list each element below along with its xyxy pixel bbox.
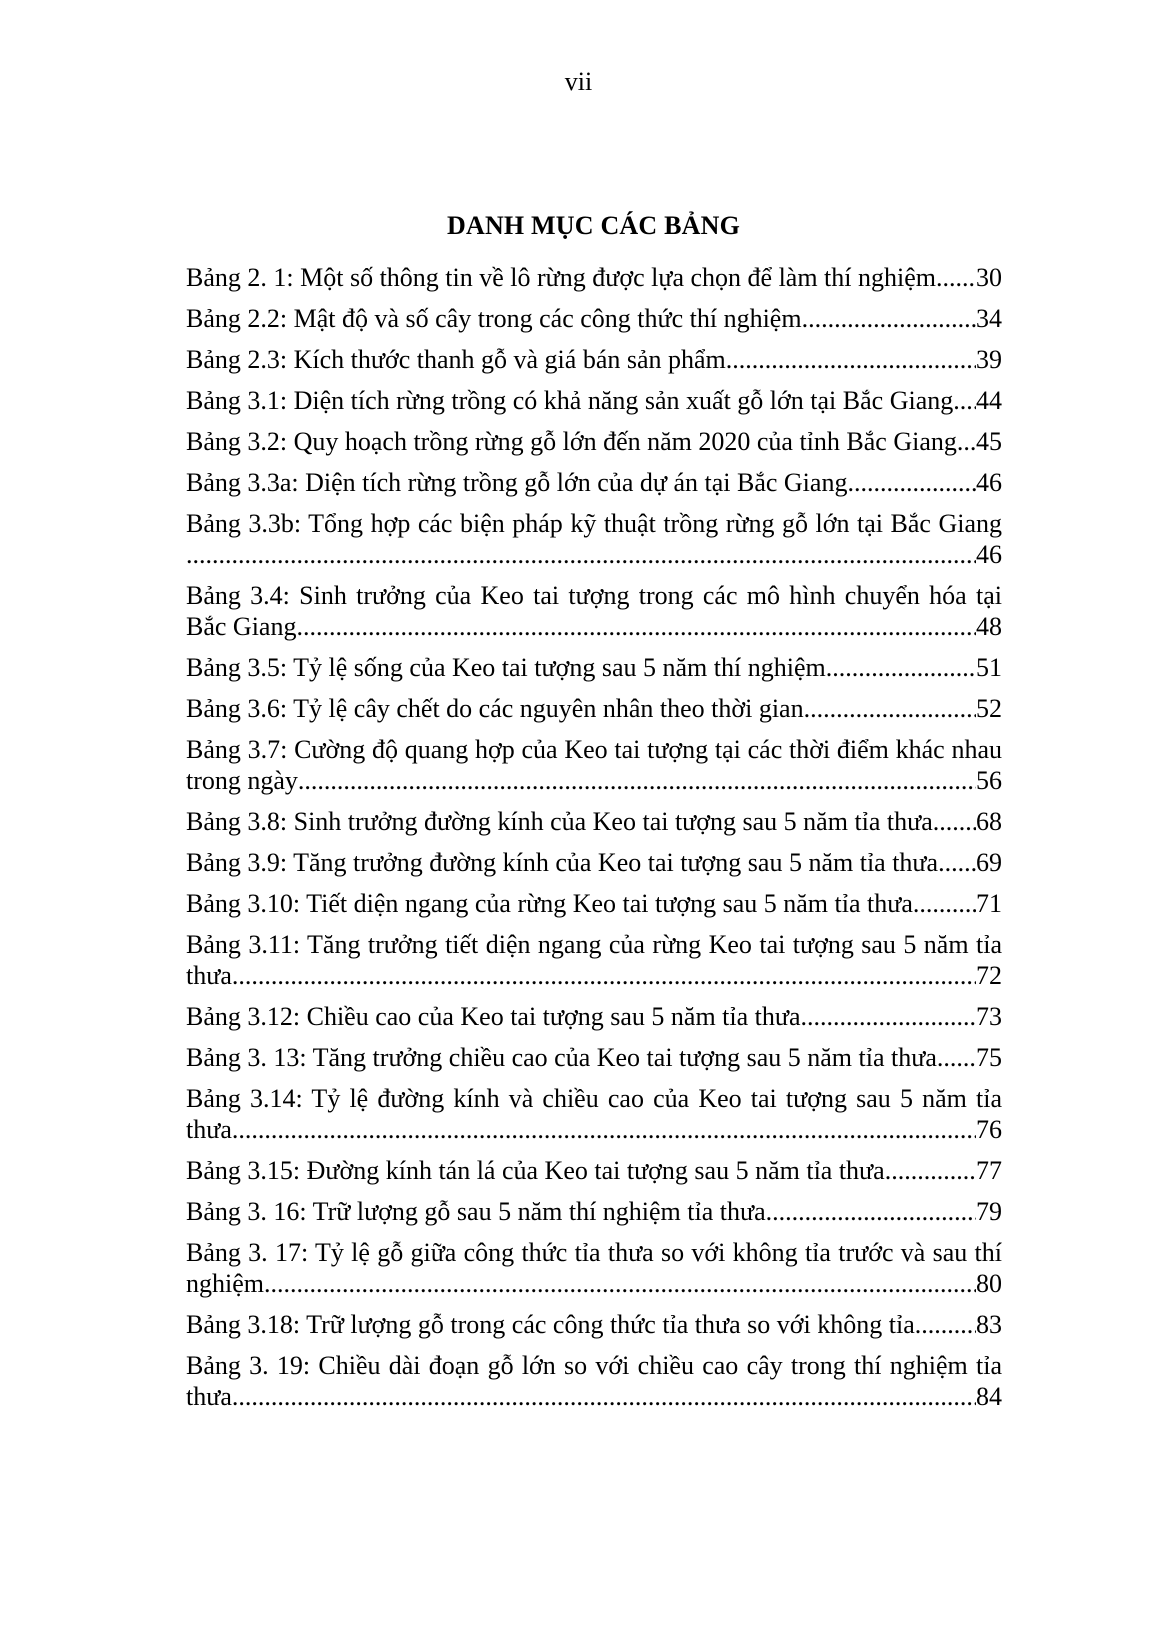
toc-entry-title: Bảng 3.1: Diện tích rừng trồng có khả năng sản xuất gỗ lớn tại Bắc Giang [186,386,954,415]
toc-entry[interactable] [186,806,1002,837]
toc-entry-title-continued: thưa [186,961,232,990]
toc-entry[interactable] [186,929,1002,991]
toc-entry-title-continued: thưa [186,1115,232,1144]
toc-entry-title: Bảng 3.10: Tiết diện ngang của rừng Keo tai tượng sau 5 năm tỉa thưa [186,889,913,918]
dot-leader [726,344,976,375]
toc-entry-title: Bảng 2. 1: Một số thông tin về lô rừng được lựa chọn để làm thí nghiệm [186,263,936,292]
dot-leader [186,539,976,570]
toc-entry[interactable] [186,652,1002,683]
toc-entry-page: 48 [976,612,1002,641]
toc-entry-page: 76 [976,1115,1002,1144]
dot-leader [915,1309,976,1340]
toc-entry-title: Bảng 3.4: Sinh trưởng của Keo tai tượng trong các mô hình chuyển hóa tại [186,581,1002,610]
toc-entry-title: Bảng 2.3: Kích thước thanh gỗ và giá bán sản phẩm [186,345,726,374]
toc-entry[interactable] [186,1155,1002,1186]
dot-leader [232,960,976,991]
toc-entry-page: 75 [976,1043,1002,1072]
toc-entry-title: Bảng 3.8: Sinh trưởng đường kính của Keo tai tượng sau 5 năm tỉa thưa [186,807,933,836]
toc-entry-page: 30 [976,263,1002,292]
toc-entry[interactable] [186,693,1002,724]
toc-entry[interactable] [186,734,1002,796]
toc-entry-title-continued: trong ngày [186,766,298,795]
toc-entry[interactable] [186,1309,1002,1340]
dot-leader [885,1155,976,1186]
toc-entry-page: 34 [976,304,1002,333]
toc-entry-title: Bảng 3.12: Chiều cao của Keo tai tượng sau 5 năm tỉa thưa [186,1002,801,1031]
toc-entry-title: Bảng 3. 19: Chiều dài đoạn gỗ lớn so với chiều cao cây trong thí nghiệm tỉa [186,1351,1002,1380]
toc-entry-title: Bảng 3.18: Trữ lượng gỗ trong các công thức tỉa thưa so với không tỉa [186,1310,915,1339]
dot-leader [913,888,976,919]
toc-entry-page: 73 [976,1002,1002,1031]
toc-entry[interactable] [186,1001,1002,1032]
toc-entry-title: Bảng 3. 13: Tăng trưởng chiều cao của Keo tai tượng sau 5 năm tỉa thưa [186,1043,937,1072]
toc-entry-page: 52 [976,694,1002,723]
toc-entry-title: Bảng 2.2: Mật độ và số cây trong các công thức thí nghiệm [186,304,802,333]
toc-entry-title: Bảng 3.2: Quy hoạch trồng rừng gỗ lớn đến năm 2020 của tỉnh Bắc Giang [186,427,957,456]
toc-entry-page: 46 [976,540,1002,569]
toc-entry[interactable] [186,262,1002,293]
dot-leader [296,611,976,642]
dot-leader [933,806,976,837]
dot-leader [232,1381,976,1412]
toc-entry-page: 69 [976,848,1002,877]
toc-entry-page: 46 [976,468,1002,497]
toc-entry-title: Bảng 3.3a: Diện tích rừng trồng gỗ lớn của dự án tại Bắc Giang [186,468,848,497]
toc-entry[interactable] [186,847,1002,878]
dot-leader [232,1114,976,1145]
page-title: DANH MỤC CÁC BẢNG [447,211,740,240]
toc-entry[interactable] [186,888,1002,919]
toc-entry[interactable] [186,385,1002,416]
dot-leader [937,1042,976,1073]
toc-entry-title: Bảng 3. 17: Tỷ lệ gỗ giữa công thức tỉa thưa so với không tỉa trước và sau thí [186,1238,1002,1267]
toc-entry-page: 45 [976,427,1002,456]
toc-entry-title: Bảng 3.9: Tăng trưởng đường kính của Keo tai tượng sau 5 năm tỉa thưa [186,848,939,877]
table-of-contents [186,262,1002,1422]
toc-entry[interactable] [186,1083,1002,1145]
toc-entry[interactable] [186,580,1002,642]
toc-entry[interactable] [186,508,1002,570]
toc-entry[interactable] [186,426,1002,457]
toc-entry-page: 72 [976,961,1002,990]
toc-entry-page: 51 [976,653,1002,682]
toc-entry-title: Bảng 3.15: Đường kính tán lá của Keo tai tượng sau 5 năm tỉa thưa [186,1156,885,1185]
dot-leader [953,385,976,416]
toc-entry[interactable] [186,1350,1002,1412]
dot-leader [847,467,976,498]
toc-entry[interactable] [186,1042,1002,1073]
toc-entry[interactable] [186,1196,1002,1227]
dot-leader [826,652,976,683]
dot-leader [957,426,976,457]
toc-entry-page: 83 [976,1310,1002,1339]
toc-entry-page: 80 [976,1269,1002,1298]
dot-leader [802,303,976,334]
toc-entry-page: 39 [976,345,1002,374]
toc-entry[interactable] [186,344,1002,375]
toc-entry[interactable] [186,467,1002,498]
dot-leader [936,262,976,293]
toc-entry-page: 84 [976,1382,1002,1411]
toc-entry-title: Bảng 3.3b: Tổng hợp các biện pháp kỹ thuật trồng rừng gỗ lớn tại Bắc Giang [186,509,1002,538]
toc-entry-title: Bảng 3.6: Tỷ lệ cây chết do các nguyên nhân theo thời gian [186,694,804,723]
toc-entry-title: Bảng 3.14: Tỷ lệ đường kính và chiều cao của Keo tai tượng sau 5 năm tỉa [186,1084,1002,1113]
dot-leader [804,693,976,724]
toc-entry-title: Bảng 3.5: Tỷ lệ sống của Keo tai tượng sau 5 năm thí nghiệm [186,653,826,682]
toc-entry-page: 68 [976,807,1002,836]
toc-entry-page: 77 [976,1156,1002,1185]
toc-entry[interactable] [186,303,1002,334]
toc-entry-title: Bảng 3.7: Cường độ quang hợp của Keo tai tượng tại các thời điểm khác nhau [186,735,1002,764]
toc-entry-page: 71 [976,889,1002,918]
dot-leader [766,1196,976,1227]
dot-leader [298,765,976,796]
dot-leader [938,847,976,878]
toc-entry-page: 56 [976,766,1002,795]
toc-entry-title: Bảng 3.11: Tăng trưởng tiết diện ngang của rừng Keo tai tượng sau 5 năm tỉa [186,930,1002,959]
toc-entry-page: 79 [976,1197,1002,1226]
dot-leader [801,1001,976,1032]
toc-entry[interactable] [186,1237,1002,1299]
page-number: vii [564,67,593,96]
toc-entry-title-continued: nghiệm [186,1269,264,1298]
toc-entry-title-continued: Bắc Giang [186,612,297,641]
toc-entry-title-continued: thưa [186,1382,232,1411]
toc-entry-title: Bảng 3. 16: Trữ lượng gỗ sau 5 năm thí nghiệm tỉa thưa [186,1197,766,1226]
dot-leader [264,1268,976,1299]
toc-entry-page: 44 [976,386,1002,415]
